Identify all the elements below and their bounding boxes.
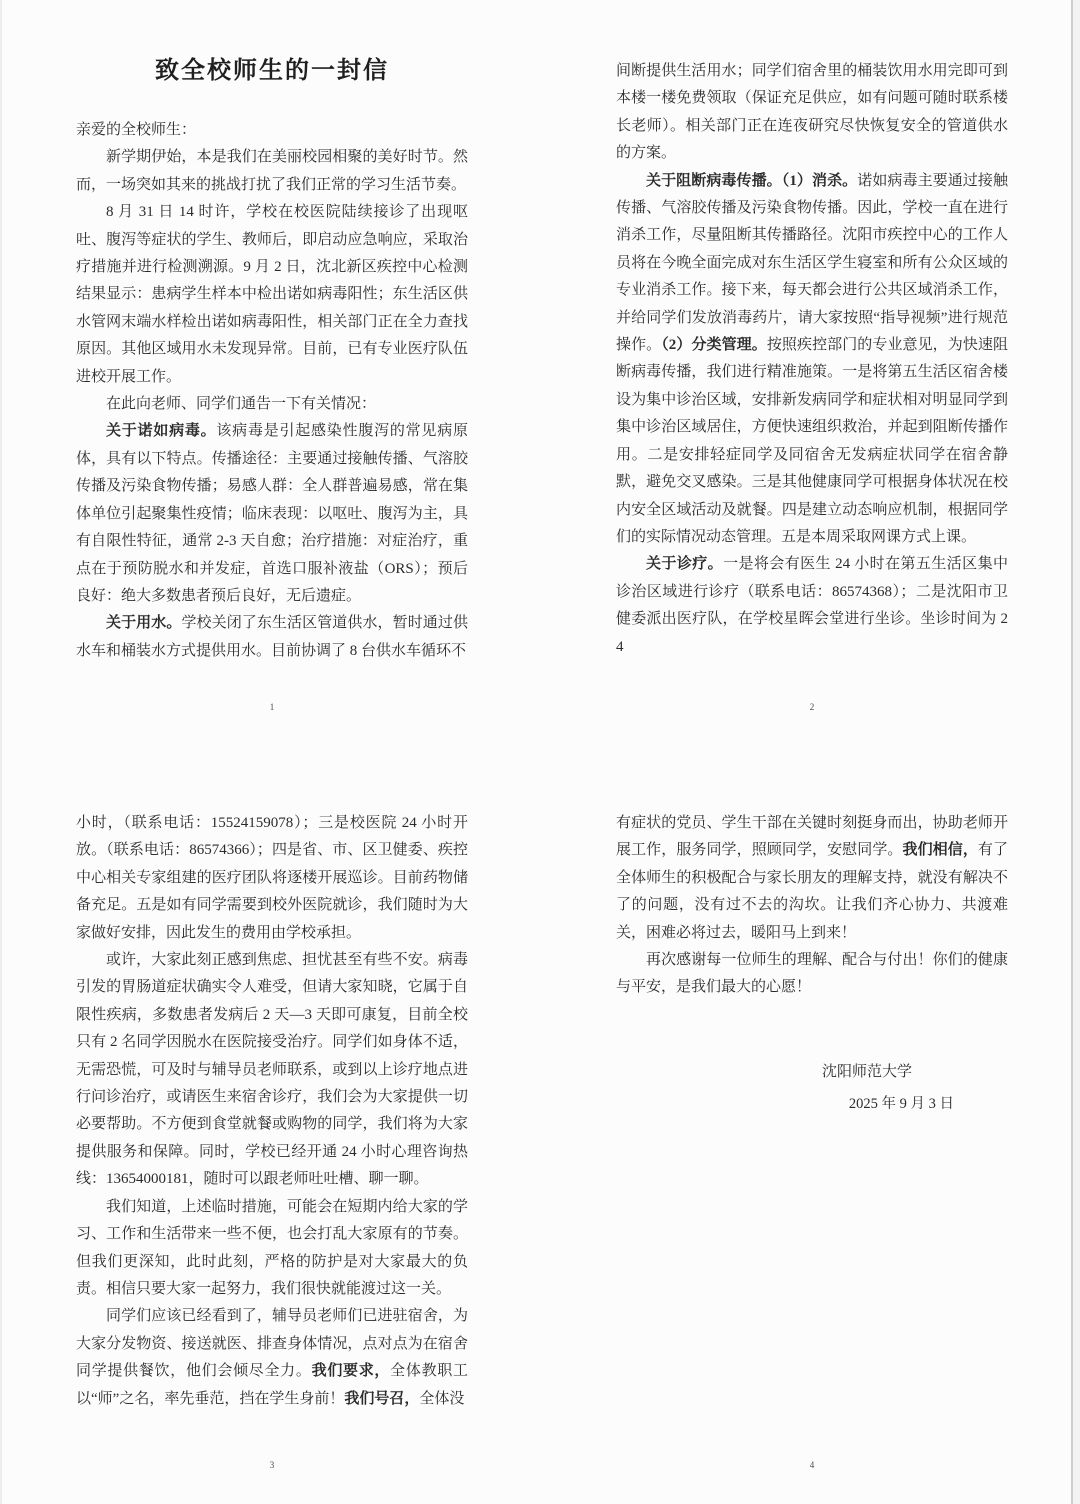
text-run: 该病毒是引起感染性腹泻的常见病原体，具有以下特点。传播途径：主要通过接触传播、气溶胶传播及污染食物传播；易感人群：全人群普遍易感，常在集体单位引起聚集性疫情；临床表现：以呕吐、腹泻为主，具有自限性特征，通常 2-3 天自愈；治疗措施：对症治疗，重点在于预防脱水和并发症，首选口服补液盐（ORS）；预后良好：绝大多数患者预后良好，无后遗症。 <box>76 423 468 604</box>
page-2 <box>540 0 1080 752</box>
text-run: 新学期伊始，本是我们在美丽校园相聚的美好时节。然而，一场突如其来的挑战打扰了我们正常的学习生活节奏。 <box>76 149 468 193</box>
signature-organization: 沈阳师范大学 <box>821 1063 912 1080</box>
page-3-content <box>76 810 468 1413</box>
page-1-content <box>76 50 468 665</box>
bold-text-run: 关于用水。 <box>106 615 182 632</box>
text-run: 小时，（联系电话：15524159078）；三是校医院 24 小时开放。（联系电话：86574366）；四是省、市、区卫健委、疾控中心相关专家组建的医疗团队将逐楼开展巡诊。目前药物储备充足。五是如有同学需要到校外医院就诊，我们随时为大家做好安排，因此发生的费用由学校承担。 <box>76 815 468 941</box>
text-run: 间断提供生活用水；同学们宿舍里的桶装饮用水用完即可到本楼一楼免费领取（保证充足供应，如有问题可随时联系楼长老师）。相关部门正在连夜研究尽快恢复安全的管道供水的方案。 <box>616 63 1008 162</box>
text-run: 有症状的党员、学生干部在关键时刻挺身而出，协助老师开展工作，服务同学，照顾同学，安慰同学。 <box>616 815 1008 859</box>
bold-text-run: 关于阻断病毒传播。（1）消杀。 <box>646 172 858 189</box>
bold-text-run: 我们号召， <box>344 1390 420 1407</box>
text-run: 全体教职工以“师”之名，率先垂范，挡在学生身前！ <box>76 1363 468 1407</box>
bold-text-run: （2）分类管理。 <box>661 337 767 354</box>
document-title: 致全校师生的一封信 <box>155 58 389 84</box>
page-4-body <box>616 810 1008 1002</box>
page-2-body <box>616 58 1008 661</box>
paragraph <box>616 947 1008 1002</box>
page-3 <box>0 752 540 1504</box>
page-number: 4 <box>809 1460 815 1470</box>
text-run: 亲爱的全校师生： <box>76 122 197 138</box>
page-1 <box>0 0 540 752</box>
text-run: 学校关闭了东生活区管道供水，暂时通过供水车和桶装水方式提供用水。目前协调了 8 台供水车循环不 <box>76 615 468 659</box>
scan-right-edge <box>1071 0 1080 1504</box>
paragraph <box>616 551 1008 661</box>
paragraph <box>616 168 1008 552</box>
paragraph <box>616 810 1008 947</box>
paragraph <box>76 610 468 665</box>
page-1-body <box>76 117 468 665</box>
page-3-body <box>76 810 468 1413</box>
paragraph <box>616 58 1008 168</box>
text-run: 按照疾控部门的专业意见，为快速阻断病毒传播，我们进行精准施策。一是将第五生活区宿舍楼设为集中诊治区域，安排新发病同学和症状相对明显同学到集中诊治区域居住，方便快速组织救治，并起到阻断传播作用。二是安排轻症同学及同宿舍无发病症状同学在宿舍静默，避免交叉感染。三是其他健康同学可根据身体状况在校内安全区域活动及就餐。四是建立动态响应机制，根据同学们的实际情况动态管理。五是本周采取网课方式上课。 <box>616 337 1008 545</box>
signature-date: 2025 年 9 月 3 日 <box>848 1095 954 1112</box>
paragraph <box>76 810 468 947</box>
bold-text-run: 我们相信， <box>902 842 978 859</box>
paragraph <box>76 1194 468 1304</box>
bold-text-run: 关于诺如病毒。 <box>106 423 217 440</box>
page-4-content <box>616 810 1008 1120</box>
text-run: 或许，大家此刻正感到焦虑、担忧甚至有些不安。病毒引发的胃肠道症状确实令人难受，但请大家知晓，它属于自限性疾病，多数患者发病后 2 天—3 天即可康复，目前全校只有 2 名同学因脱水在医院接受治疗。同学们如身体不适，无需恐慌，可及时与辅导员老师联系，或到以上诊疗地点进行问诊治疗，或请医生来宿舍诊疗，我们会为大家提供一切必要帮助。不方便到食堂就餐或购物的同学，我们将为大家提供服务和保障。同时，学校已经开通 24 小时心理咨询热线：13654000181，随时可以跟老师吐吐槽、聊一聊。 <box>76 952 468 1188</box>
paragraph <box>76 144 468 199</box>
paragraph <box>76 418 468 610</box>
signature-block <box>616 1056 1008 1120</box>
text-run: 8 月 31 日 14 时许，学校在校医院陆续接诊了出现呕吐、腹泻等症状的学生、教师后，即启动应急响应，采取治疗措施并进行检测溯源。9 月 2 日，沈北新区疾控中心检测结果显示：患病学生样本中检出诺如病毒阳性；东生活区供水管网末端水样检出诺如病毒阳性，相关部门正在全力查找原因。其他区域用水未发现异常。目前，已有专业医疗队伍进校开展工作。 <box>76 204 468 385</box>
text-run: 在此向老师、同学们通告一下有关情况： <box>106 396 377 413</box>
text-run: 有了全体师生的积极配合与家长朋友的理解支持，就没有解决不了的问题，没有过不去的沟坎。让我们齐心协力、共渡难关，困难必将过去，暖阳马上到来！ <box>616 842 1008 941</box>
bold-text-run: 关于诊疗。 <box>646 556 724 573</box>
page-number: 3 <box>269 1460 275 1470</box>
bold-text-run: 我们要求， <box>311 1363 391 1380</box>
page-2-content <box>616 58 1008 661</box>
text-run: 再次感谢每一位师生的理解、配合与付出！你们的健康与平安，是我们最大的心愿！ <box>616 952 1008 996</box>
paragraph <box>76 117 468 144</box>
text-run: 我们知道，上述临时措施，可能会在短期内给大家的学习、工作和生活带来一些不便，也会打乱大家原有的节奏。但我们更深知，此时此刻，严格的防护是对大家最大的负责。相信只要大家一起努力，我们很快就能渡过这一关。 <box>76 1198 468 1297</box>
page-4 <box>540 752 1080 1504</box>
text-run: 诺如病毒主要通过接触传播、气溶胶传播及污染食物传播。因此，学校一直在进行消杀工作，尽量阻断其传播路径。沈阳市疾控中心的工作人员将在今晚全面完成对东生活区学生寝室和所有公众区域的专业消杀工作。接下来，每天都会进行公共区域消杀工作，并给同学们发放消毒药片，请大家按照“指导视频”进行规范操作。 <box>616 172 1008 354</box>
paragraph <box>76 199 468 391</box>
page-number: 1 <box>269 702 275 712</box>
paragraph <box>76 391 468 418</box>
text-run: 一是将会有医生 24 小时在第五生活区集中诊治区域进行诊疗（联系电话：86574368）；二是沈阳市卫健委派出医疗队，在学校星晖会堂进行坐诊。坐诊时间为 24 <box>616 556 1008 655</box>
text-run: 全体没 <box>419 1390 465 1407</box>
scan-left-edge <box>0 0 2 1504</box>
paragraph <box>76 1303 468 1413</box>
text-run: 同学们应该已经看到了，辅导员老师们已进驻宿舍，为大家分发物资、接送就医、排查身体情况，点对点为在宿舍同学提供餐饮，他们会倾尽全力。 <box>76 1308 468 1380</box>
page-number: 2 <box>809 702 815 712</box>
paragraph <box>76 947 468 1194</box>
